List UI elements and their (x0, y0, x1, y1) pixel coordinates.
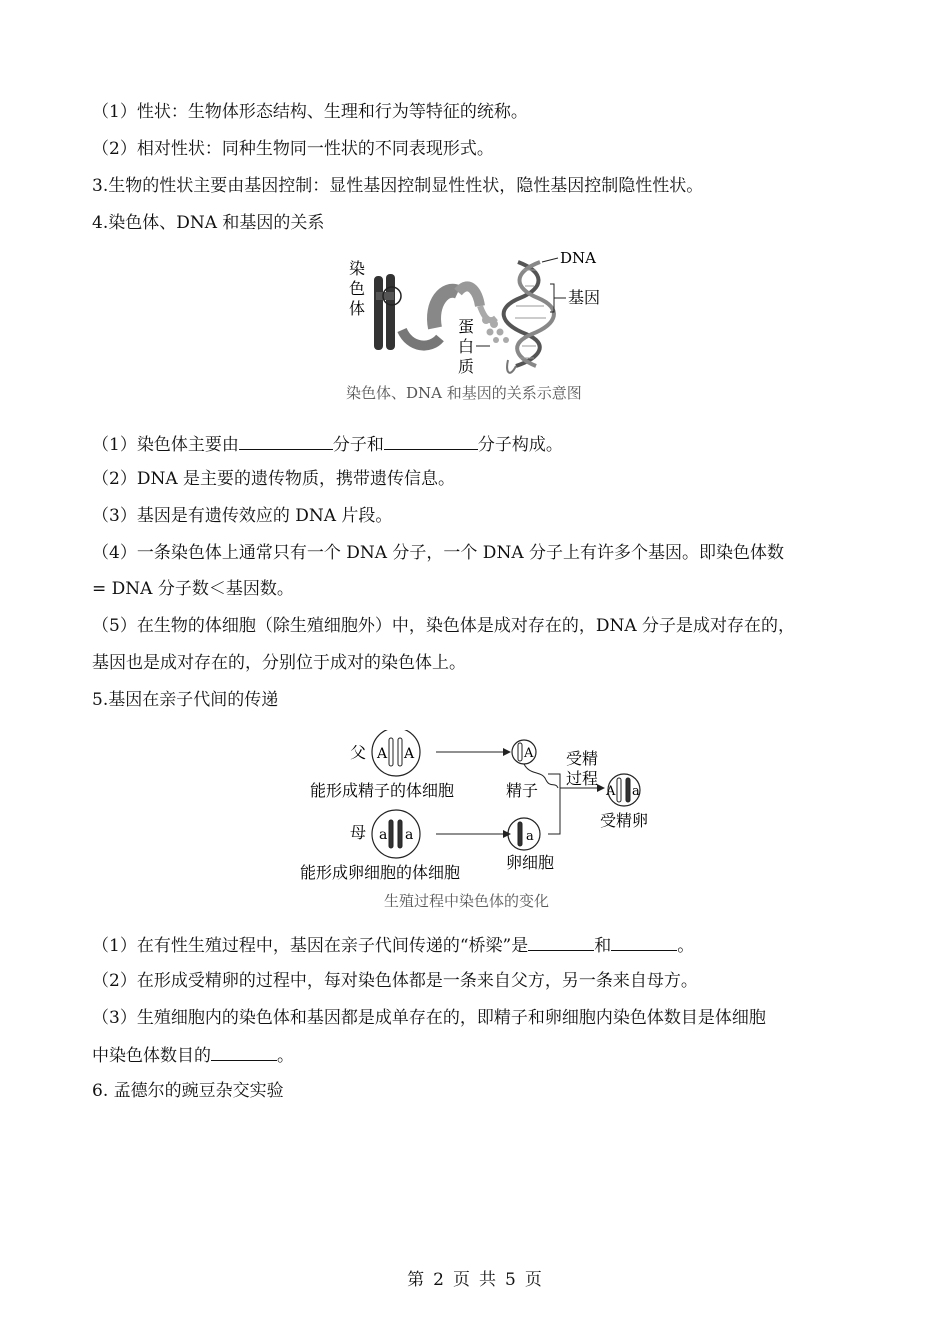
fig1-label-dna: DNA (560, 249, 596, 267)
fig1-caption: 染色体、DNA 和基因的关系示意图 (346, 384, 582, 402)
dna-tail (507, 360, 516, 373)
blank-5 (211, 1042, 277, 1061)
gene-transmission-figure (298, 730, 668, 915)
father-chromosomes (376, 738, 415, 766)
father-allele-1: A (377, 746, 388, 762)
blank-3 (528, 932, 594, 951)
fig2-caption: 生殖过程中染色体的变化 (384, 892, 550, 910)
fig1-label-chromosome-2: 色 (349, 279, 366, 298)
zygote-chromosome-2 (626, 778, 630, 802)
chromosome-shape (374, 274, 395, 350)
chromatin-coil (402, 286, 496, 345)
fig1-label-protein-2: 白 (458, 337, 475, 356)
text-line-3: 3.生物的性状主要由基因控制：显性基因控制显性性状，隐性基因控制隐性性状。 (92, 176, 704, 196)
fig2-mother-cell-label: 能形成卵细胞的体细胞 (300, 863, 461, 882)
blank-2 (384, 431, 478, 450)
footer-page: 2 (433, 1270, 445, 1290)
footer-gong: 共 (479, 1270, 497, 1290)
mother-allele-1: a (379, 827, 388, 843)
zygote-allele-2: a (632, 784, 640, 799)
chromosome-dna-gene-figure (340, 248, 620, 408)
text-line-11: 基因也是成对存在的，分别位于成对的染色体上。 (92, 653, 466, 673)
mother-chromosomes (379, 820, 413, 848)
zygote-allele-1: A (606, 784, 616, 799)
father-allele-2: A (404, 746, 415, 762)
line5-post: 分子构成。 (477, 435, 563, 455)
fig2-fert-1: 受精 (566, 749, 599, 768)
line13-post: 。 (677, 936, 695, 956)
egg-cell (508, 818, 540, 850)
sperm-allele: A (524, 746, 534, 761)
text-line-2: （2）相对性状：同种生物同一性状的不同表现形式。 (92, 139, 494, 159)
fig2-egg: 卵细胞 (506, 853, 555, 872)
fig2-mother: 母 (350, 823, 367, 842)
text-line-6: （2）DNA 是主要的遗传物质，携带遗传信息。 (92, 469, 456, 489)
text-line-8: （4）一条染色体上通常只有一个 DNA 分子，一个 DNA 分子上有许多个基因。即染色体数 (92, 543, 784, 563)
fig2-fert-2: 过程 (566, 769, 599, 788)
dna-helix (504, 262, 554, 366)
text-line-16 (92, 1042, 294, 1068)
line13-mid: 和 (594, 936, 612, 956)
text-line-7: （3）基因是有遗传效应的 DNA 片段。 (92, 506, 393, 526)
fig1-label-chromosome-1: 染 (349, 259, 366, 278)
egg-chromosome (518, 822, 522, 846)
footer-post: 页 (524, 1270, 543, 1290)
text-line-14: （2）在形成受精卵的过程中，每对染色体都是一条来自父方，另一条来自母方。 (92, 971, 698, 991)
fig1-label-chromosome-3: 体 (349, 299, 366, 318)
line13-pre: （1）在有性生殖过程中，基因在亲子代间传递的“桥梁”是 (92, 936, 529, 956)
line16-post: 。 (277, 1046, 294, 1066)
mother-allele-2: a (405, 827, 414, 843)
footer-pre: 第 (407, 1270, 426, 1290)
text-line-15: （3）生殖细胞内的染色体和基因都是成单存在的，即精子和卵细胞内染色体数目是体细胞 (92, 1008, 766, 1028)
footer-mid: 页 (453, 1270, 471, 1290)
text-line-13 (92, 932, 694, 958)
line16-pre: 中染色体数目的 (92, 1046, 211, 1066)
blank-4 (611, 932, 677, 951)
text-line-5 (92, 431, 563, 457)
fig2-sperm: 精子 (506, 781, 539, 800)
footer-total: 5 (505, 1270, 517, 1290)
fig2-father-cell-label: 能形成精子的体细胞 (310, 781, 455, 800)
fig1-label-gene: 基因 (568, 288, 601, 307)
line5-mid: 分子和 (332, 435, 384, 455)
page-footer (0, 1265, 950, 1290)
zygote-chromosome-1 (617, 778, 621, 802)
blank-1 (239, 431, 333, 450)
line5-pre: （1）染色体主要由 (92, 435, 239, 455)
fig2-father: 父 (350, 743, 367, 762)
text-line-9: = DNA 分子数＜基因数。 (92, 579, 294, 599)
text-line-10: （5）在生物的体细胞（除生殖细胞外）中，染色体是成对存在的，DNA 分子是成对存在的， (92, 616, 795, 636)
section-heading-4: 4.染色体、DNA 和基因的关系 (92, 213, 325, 233)
fig1-label-protein-3: 质 (458, 357, 475, 376)
section-heading-6: 6. 孟德尔的豌豆杂交实验 (92, 1081, 284, 1101)
text-line-1: （1）性状：生物体形态结构、生理和行为等特征的统称。 (92, 102, 528, 122)
egg-allele: a (526, 829, 534, 844)
sperm-chromosome (518, 743, 522, 761)
fig1-label-protein-1: 蛋 (458, 317, 475, 336)
fig2-zygote: 受精卵 (600, 811, 649, 830)
section-heading-5: 5.基因在亲子代间的传递 (92, 690, 279, 710)
dna-pointer (542, 258, 558, 262)
